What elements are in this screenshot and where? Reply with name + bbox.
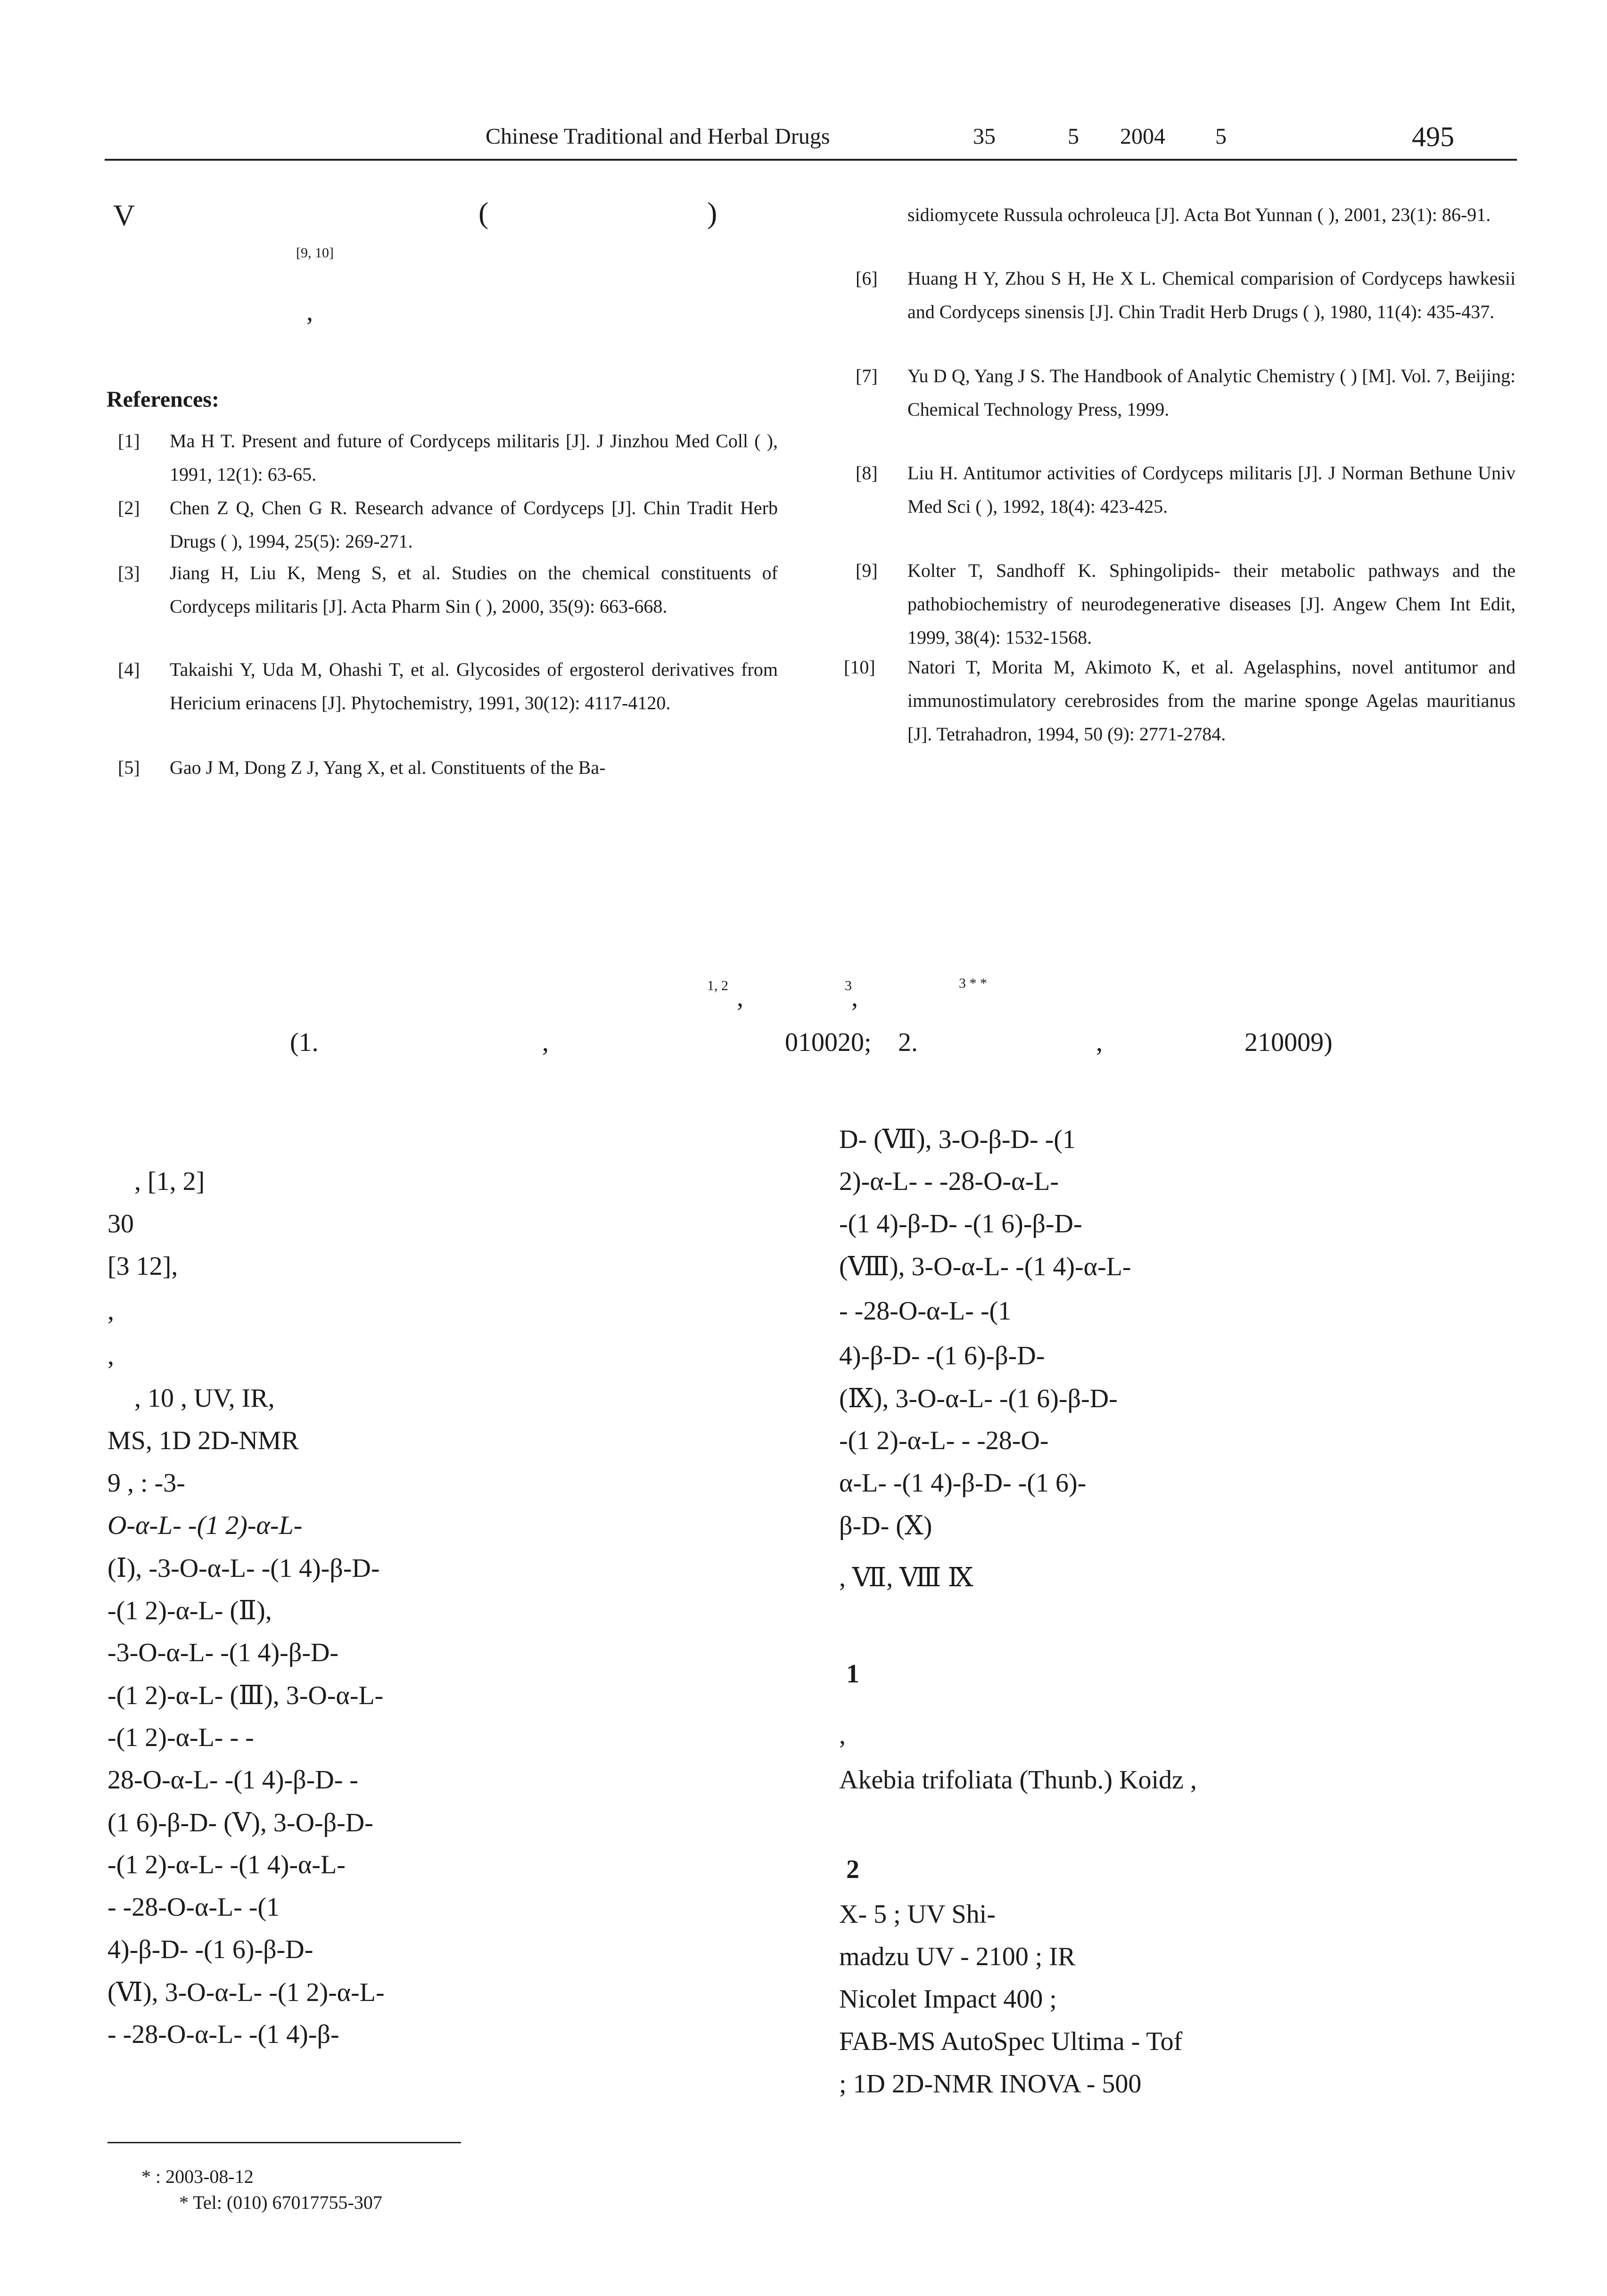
affiliation-open: (1. (290, 1028, 319, 1057)
text-line: - -28-O-α-L- -(1 (839, 1296, 1012, 1326)
text-line: FAB-MS AutoSpec Ultima - Tof (839, 2027, 1183, 2056)
reference-text: Takaishi Y, Uda M, Ohashi T, et al. Glycosides of ergosterol derivatives from Hericium erinacens [J]. Phytochemistry, 1991, 30(12): 4117-4120. (170, 659, 778, 713)
text-line: -(1 4)-β-D- -(1 6)-β-D- (839, 1209, 1082, 1238)
text-line: Akebia trifoliata (Thunb.) Koidz , (839, 1765, 1197, 1795)
text-line: -(1 2)-α-L- - -28-O- (839, 1426, 1049, 1455)
section-number: 2 (846, 1855, 859, 1884)
text-line: (1 6)-β-D- (Ⅴ), 3-O-β-D- (107, 1808, 373, 1837)
reference-number: [6] (856, 268, 878, 289)
page-number: 495 (1412, 121, 1454, 152)
text-line: 30 (107, 1209, 134, 1238)
reference-number: [2] (118, 497, 140, 518)
text-line: (Ⅸ), 3-O-α-L- -(1 6)-β-D- (839, 1384, 1118, 1413)
affiliation-mark: 1, 2 (707, 978, 728, 993)
text-line: - -28-O-α-L- -(1 (107, 1893, 280, 1922)
issue: 5 (1068, 124, 1079, 149)
text-line: madzu UV - 2100 ; IR (839, 1942, 1076, 1971)
reference-number: [8] (856, 462, 878, 484)
text-line: (Ⅷ), 3-O-α-L- -(1 4)-α-L- (839, 1252, 1131, 1281)
volume: 35 (973, 124, 996, 149)
reference-number: [10] (844, 656, 875, 678)
reference-text: Chen Z Q, Chen G R. Research advance of Cordyceps [J]. Chin Tradit Herb Drugs ( ), 1994, 25(5): 269-271. (170, 497, 778, 552)
postal-code: 210009) (1244, 1028, 1333, 1057)
reference-text: Yu D Q, Yang J S. The Handbook of Analytic Chemistry ( ) [M]. Vol. 7, Beijing: Chemical Technology Press, 1999. (907, 365, 1516, 420)
reference-text: Natori T, Morita M, Akimoto K, et al. Agelasphins, novel antitumor and immunostimulatory cerebrosides from the marine sponge Agelas mauritianus [J]. Tetrahadron, 1994, 50 (9): 2771-2784. (907, 656, 1516, 745)
footnote-rule (107, 2142, 461, 2143)
text-line: 28-O-α-L- -(1 4)-β-D- - (107, 1765, 359, 1795)
text-line: Nicolet Impact 400 ; (839, 1984, 1057, 2014)
reference-text: Jiang H, Liu K, Meng S, et al. Studies on the chemical constituents of Cordyceps militaris [J]. Acta Pharm Sin ( ), 2000, 35(9): 663-668. (170, 562, 778, 617)
text-line: 4)-β-D- -(1 6)-β-D- (107, 1935, 313, 1964)
month: 5 (1215, 124, 1227, 149)
text-line: -(1 2)-α-L- - - (107, 1723, 254, 1752)
reference-text: sidiomycete Russula ochroleuca [J]. Acta Bot Yunnan ( ), 2001, 23(1): 86-91. (907, 204, 1491, 225)
text-line: (Ⅰ), -3-O-α-L- -(1 4)-β-D- (107, 1554, 380, 1583)
citation-9-10: [9, 10] (296, 245, 334, 261)
comma: , (306, 297, 313, 327)
text-line: , Ⅶ, Ⅷ Ⅸ (839, 1563, 973, 1592)
comma: , (1096, 1028, 1103, 1057)
text-line: , 10 , UV, IR, (134, 1384, 275, 1413)
text-line: 9 , : -3- (107, 1468, 185, 1498)
paren-open: ( (478, 196, 489, 230)
reference-number: [1] (118, 430, 140, 451)
text-line: X- 5 ; UV Shi- (839, 1900, 996, 1929)
reference-number: [4] (118, 659, 140, 680)
text-line: -(1 2)-α-L- (Ⅱ), (107, 1596, 272, 1625)
section-number: 1 (846, 1659, 859, 1689)
text-line: α-L- -(1 4)-β-D- -(1 6)- (839, 1468, 1087, 1498)
text-line: (Ⅵ), 3-O-α-L- -(1 2)-α-L- (107, 1978, 385, 2007)
reference-text: Ma H T. Present and future of Cordyceps militaris [J]. J Jinzhou Med Coll ( ), 1991, 12(1): 63-65. (170, 430, 778, 485)
text-line: β-D- (Ⅹ) (839, 1511, 932, 1541)
reference-text: Gao J M, Dong Z J, Yang X, et al. Constituents of the Ba- (170, 757, 606, 778)
text-line: , (839, 1721, 846, 1750)
text-line: -(1 2)-α-L- (Ⅲ), 3-O-α-L- (107, 1681, 384, 1710)
footnote-contact: * Tel: (010) 67017755-307 (179, 2192, 382, 2213)
comma: , (737, 983, 743, 1012)
text-line: -3-O-α-L- -(1 4)-β-D- (107, 1638, 339, 1667)
footnote-received: * : 2003-08-12 (141, 2166, 254, 2187)
postal-code: 010020; (785, 1028, 872, 1057)
affiliation-mark: 3 * * (959, 976, 987, 991)
reference-text: Kolter T, Sandhoff K. Sphingolipids- their metabolic pathways and the pathobiochemistry of neurodegenerative diseases [J]. Angew Chem Int Edit, 1999, 38(4): 1532-1568. (907, 560, 1516, 648)
roman-numeral: V (113, 198, 135, 232)
reference-text: Liu H. Antitumor activities of Cordyceps militaris [J]. J Norman Bethune Univ Med Sci ( ), 1992, 18(4): 423-425. (907, 462, 1516, 517)
text-line: -(1 2)-α-L- -(1 4)-α-L- (107, 1850, 346, 1879)
text-line: O-α-L- -(1 2)-α-L- (107, 1511, 303, 1540)
reference-text: Huang H Y, Zhou S H, He X L. Chemical comparision of Cordyceps hawkesii and Cordyceps sinensis [J]. Chin Tradit Herb Drugs ( ), 1980, 11(4): 435-437. (907, 268, 1516, 322)
text-line: , [1, 2] (134, 1167, 205, 1196)
affiliation-mark: 3 (845, 978, 852, 993)
reference-number: [9] (856, 560, 878, 581)
reference-number: [3] (118, 562, 140, 583)
text-line: ; 1D 2D-NMR INOVA - 500 (839, 2069, 1142, 2099)
reference-number: [5] (118, 757, 140, 778)
journal-name: Chinese Traditional and Herbal Drugs (486, 124, 830, 149)
comma: , (851, 983, 858, 1012)
comma: , (542, 1028, 549, 1057)
text-line: D- (Ⅶ), 3-O-β-D- -(1 (839, 1125, 1076, 1154)
text-line: MS, 1D 2D-NMR (107, 1426, 299, 1455)
references-heading: References: (107, 387, 219, 412)
paren-close: ) (707, 196, 717, 230)
year: 2004 (1120, 124, 1165, 149)
reference-number: [7] (856, 365, 878, 386)
text-line: , (107, 1341, 114, 1370)
text-line: [3 12], (107, 1252, 178, 1281)
header-rule (105, 159, 1517, 161)
text-line: 2)-α-L- - -28-O-α-L- (839, 1167, 1059, 1196)
text-line: - -28-O-α-L- -(1 4)-β- (107, 2020, 339, 2049)
text-line: , (107, 1296, 114, 1326)
affiliation-two: 2. (898, 1028, 918, 1057)
text-line: 4)-β-D- -(1 6)-β-D- (839, 1341, 1045, 1370)
